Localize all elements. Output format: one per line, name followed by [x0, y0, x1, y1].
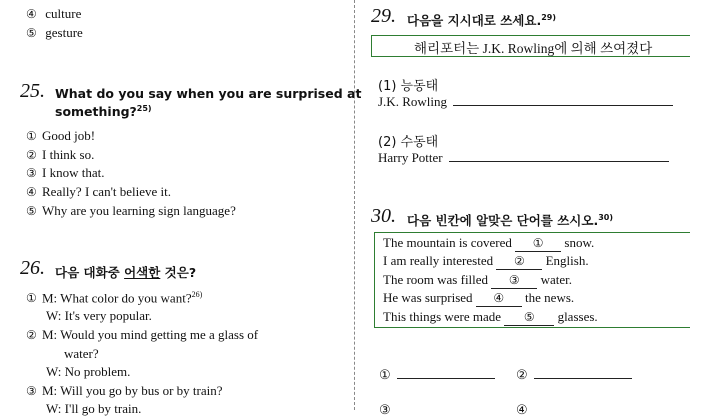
option-text: Why are you learning sign language?	[42, 203, 236, 218]
sentence-before: The room was filled	[383, 272, 489, 287]
option-text: I know that.	[42, 165, 105, 180]
footnote-marker: 29)	[541, 12, 556, 22]
question-number: 25.	[20, 80, 45, 102]
q26-option-3-m	[26, 383, 223, 399]
question-number: 30.	[371, 205, 396, 227]
answer-mark: ②	[516, 367, 528, 382]
answer-line[interactable]	[534, 378, 632, 379]
q25-option-1	[26, 128, 95, 144]
sentence-5	[383, 309, 598, 326]
sentence-before: I am really interested	[383, 253, 494, 268]
sentence-1	[383, 235, 594, 252]
question-text-pre: 다음 대화중	[55, 265, 125, 280]
q25-option-3	[26, 165, 104, 181]
answer-4	[516, 402, 528, 418]
column-divider	[354, 0, 355, 410]
q26-option-2-w: W: No problem.	[46, 364, 131, 379]
q25-option-5	[26, 203, 236, 219]
boxed-sentence: 해리포터는 J.K. Rowling에 의해 쓰여졌다	[414, 41, 653, 56]
q26-option-1-m	[26, 290, 202, 306]
answer-line[interactable]	[397, 378, 495, 379]
answer-1	[379, 367, 495, 383]
question-number: 29.	[371, 5, 396, 27]
option-mark: ⑤	[26, 26, 37, 40]
q26-option-3-w: W: I'll go by train.	[46, 401, 142, 416]
option-mark: ③	[26, 384, 37, 398]
question-text-main: 다음을 지시대로 쓰세요.	[407, 13, 542, 28]
sentence-box	[374, 232, 690, 328]
sentence-3	[383, 272, 572, 289]
sentence-before: The mountain is covered	[383, 235, 512, 250]
footnote-marker: 26)	[191, 290, 203, 299]
answer-line[interactable]	[453, 105, 673, 106]
question-text	[407, 11, 556, 29]
question-text-line2	[55, 104, 152, 119]
option-text: Really? I can't believe it.	[42, 184, 172, 199]
option-text: Good job!	[42, 128, 96, 143]
sentence-after: snow.	[564, 235, 595, 250]
sentence-after: English.	[545, 253, 589, 268]
option-mark: ①	[26, 291, 37, 306]
option-mark: ②	[26, 148, 37, 162]
option-mark: ①	[26, 129, 37, 143]
answer-line[interactable]	[449, 161, 669, 162]
dialogue-m: M: What color do you want?	[42, 290, 192, 306]
sentence-after: water.	[540, 272, 572, 287]
sentence-before: He was surprised	[383, 290, 473, 305]
option-mark: ②	[26, 328, 37, 342]
sentence-after: glasses.	[557, 309, 598, 324]
q26-option-2-m	[26, 327, 258, 343]
question-text	[55, 263, 196, 281]
q24-option-4	[26, 6, 81, 22]
part2-start: Harry Potter	[378, 150, 443, 165]
part1-start: J.K. Rowling	[378, 94, 447, 109]
blank-5[interactable]: ⑤	[504, 310, 554, 326]
dialogue-m: M: Will you go by bus or by train?	[42, 383, 223, 398]
footnote-marker: 30)	[598, 212, 614, 222]
q24-option-5	[26, 25, 83, 41]
answer-mark: ③	[379, 402, 391, 417]
answer-3	[379, 402, 391, 418]
dialogue-m: M: Would you mind getting me a glass of	[42, 327, 259, 342]
question-text	[407, 211, 613, 229]
blank-3[interactable]: ③	[491, 273, 537, 289]
option-text: I think so.	[42, 147, 95, 162]
option-text: culture	[45, 6, 82, 21]
part2-line	[378, 150, 669, 166]
part2-label: (2) 수동태	[378, 135, 439, 150]
sentence-before: This things were made	[383, 309, 502, 324]
option-mark: ⑤	[26, 204, 37, 218]
question-underlined-word: 어색한	[124, 265, 161, 280]
blank-1[interactable]: ①	[515, 236, 561, 252]
q26-option-2-m2: water?	[64, 346, 99, 361]
question-text: something?	[55, 104, 137, 120]
part1-line	[378, 94, 673, 110]
option-mark: ④	[26, 185, 37, 199]
blank-4[interactable]: ④	[476, 291, 522, 307]
option-mark: ③	[26, 166, 37, 180]
q26-option-1-w: W: It's very popular.	[46, 308, 152, 323]
q25-option-2	[26, 147, 94, 163]
question-text-line1: What do you say when you are surprised at	[55, 86, 362, 101]
sentence-after: the news.	[525, 290, 575, 305]
part1-label: (1) 능동태	[378, 79, 439, 94]
option-text: gesture	[45, 25, 83, 40]
q25-option-4	[26, 184, 171, 200]
question-number: 26.	[20, 257, 45, 279]
question-text-main: 다음 빈칸에 알맞은 단어를 쓰시오.	[407, 213, 599, 228]
answer-mark: ④	[516, 402, 528, 417]
sentence-4	[383, 290, 574, 307]
blank-2[interactable]: ②	[496, 254, 542, 270]
answer-mark: ①	[379, 367, 391, 382]
sentence-2	[383, 253, 589, 270]
option-mark: ④	[26, 7, 37, 21]
question-text-post: 것은?	[160, 265, 197, 280]
footnote-marker: 25)	[136, 104, 152, 113]
answer-2	[516, 367, 632, 383]
